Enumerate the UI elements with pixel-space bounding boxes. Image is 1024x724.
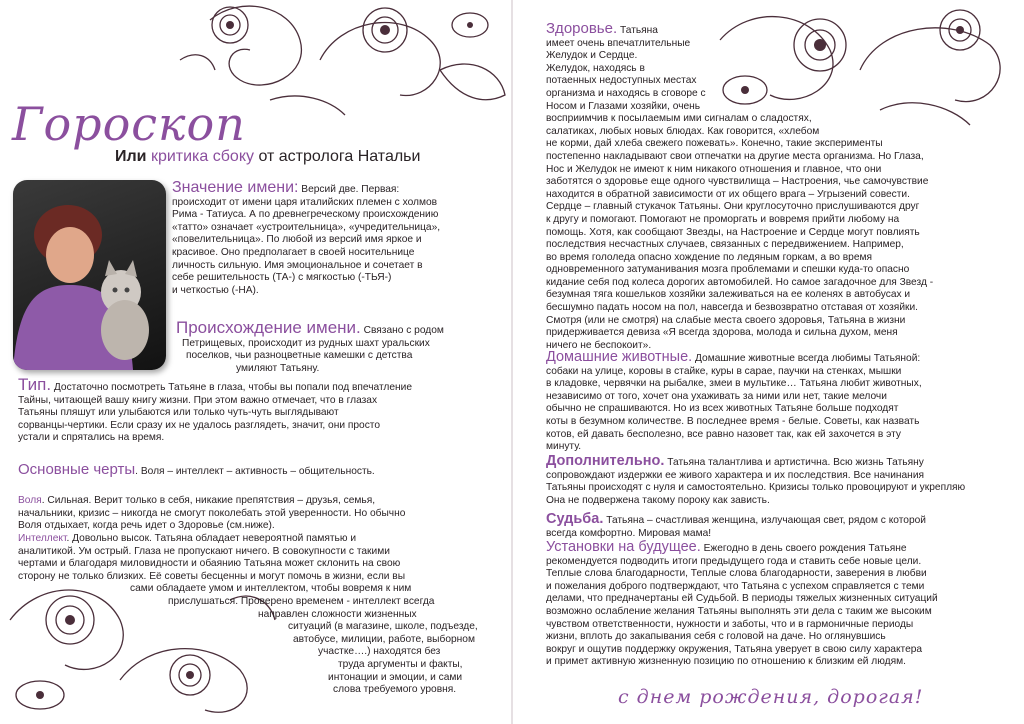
text-line: рекомендуется подводить итоги предыдущего года и ставить себе новые цели. xyxy=(546,555,922,567)
section-pets xyxy=(546,351,1016,454)
text-line: начальники, кризис – никогда не смогут поколебать этой уверенности. Но обычно xyxy=(18,507,406,519)
text-line: участке….) находятся без xyxy=(318,646,441,658)
text-line: интонации и эмоции, и сами xyxy=(328,671,463,683)
page-subtitle xyxy=(115,148,420,166)
text-line: . Сильная. Верит только в себя, никакие препятствия – друзья, семья, xyxy=(41,495,376,506)
text-line: и пожелания доброго подтверждают, что Татьяна с успехом справляется с теми xyxy=(546,580,925,592)
page-divider xyxy=(511,0,513,724)
text-line: постепенно накладывают свои отпечатки на другие места организма. Но Глаза, xyxy=(546,150,924,162)
label-will: Воля xyxy=(18,495,42,506)
text-line: происходит от имени царя италийских племен с холмов xyxy=(172,196,438,208)
section-type xyxy=(18,375,508,445)
text-line: находится в обратной зависимости от их общего врага – Угрызений совести. xyxy=(546,188,910,200)
heading-extra: Дополнительно. xyxy=(546,453,665,469)
text-line: всегда комфортно. Мировая мама! xyxy=(546,527,712,539)
text-line: придерживается девиза «Я всегда здорова, молода и сильна духом, меня xyxy=(546,327,898,339)
text-line: не корми, дай хлеба свежего пожевать». Конечно, такие эксперименты xyxy=(546,138,883,150)
text-line: Рима - Татиуса. А по древнегреческому происхождению xyxy=(172,209,439,221)
text-line: Желудок, находясь в xyxy=(546,62,645,74)
text-line: Татьяна xyxy=(619,25,658,36)
text-line: имеет очень впечатлительные xyxy=(546,37,691,49)
text-line: чувством ответственности, нужности и заботы, что и в гармоничные периоды xyxy=(546,618,914,630)
text-line: салатиках, любых новых блюдах. Как говорится, «хлебом xyxy=(546,125,820,137)
subtitle-accent: критика сбоку xyxy=(150,148,254,165)
text-line: Нос и Желудок не имеют к ним никакого отношения и главное, что они xyxy=(546,163,882,175)
heading-name-origin: Происхождение имени. xyxy=(176,318,361,337)
text-line: слова требуемого уровня. xyxy=(333,684,457,696)
text-line: прислушаться. Проверено временем - интеллект всегда xyxy=(168,595,435,607)
subtitle-lead: Или xyxy=(115,148,147,165)
text-line: устали и спрятались на время. xyxy=(18,432,165,444)
heading-pets: Домашние животные. xyxy=(546,349,693,365)
text-line: труда аргументы и факты, xyxy=(338,658,463,670)
text-line: красивое. Оно предполагает в своей носительнице xyxy=(172,246,415,258)
heading-name-meaning: Значение имени: xyxy=(172,179,299,196)
heading-fate: Судьба. xyxy=(546,511,604,527)
text-line: в кладовке, червячки на рыбалке, змеи в мультике… Татьяна любит животных, xyxy=(546,378,922,390)
text-line: Сердце – главный стукачок Татьяны. Они круглосуточно прислушиваются друг xyxy=(546,201,920,213)
text-line: аналитикой. Ум острый. Глаза не пропускают ничего. В совокупности с такими xyxy=(18,545,390,557)
text-line: независимо от того, хочет она ухаживать за ними или нет, такие мелочи xyxy=(546,390,887,402)
text-line: потаенных недоступных местах xyxy=(546,75,697,87)
text-line: поселков, чьи разноцветные камешки с детства xyxy=(186,350,413,362)
text-line: сопровождают издержки ее живого характера и их последствия. Все начинания xyxy=(546,469,925,481)
text-line: Достаточно посмотреть Татьяне в глаза, чтобы вы попали под впечатление xyxy=(53,382,413,393)
person-with-cat-icon xyxy=(13,180,166,370)
text-line: ситуаций (в магазине, школе, подъезде, xyxy=(288,621,478,633)
text-line: себе решительность (ТА-) с мягкостью (-ТЬЯ-) xyxy=(172,272,392,284)
text-line: ничего не беспокоит». xyxy=(546,339,652,351)
text-line: последствия несчастных случаев, связанных с передвижением. Например, xyxy=(546,239,904,251)
text-line: умиляют Татьяну. xyxy=(236,362,320,374)
text-line: во время гололеда опасно хождение по ледяным горкам, а во время xyxy=(546,251,873,263)
subtitle-tail: от астролога Натальи xyxy=(258,148,421,165)
text-line: помощь. Хотя, как сообщают Звезды, на Настроение и Сердце могут повлиять xyxy=(546,226,920,238)
text-line: возможно ослабление желания Татьяны выполнять эти дела с таким же высоким xyxy=(546,605,932,617)
text-line: бесшумно падать носом на пол, навсегда и безвозвратно отставая от хозяйки. xyxy=(546,302,918,314)
text-line: Тайны, читающей вашу книгу жизни. При этом важно отмечает, что в глазах xyxy=(18,394,378,406)
label-intellect: Интеллект xyxy=(18,533,67,544)
heading-traits: Основные черты xyxy=(18,461,136,478)
section-intellect xyxy=(18,533,508,697)
text-line: к другу и помогают. Помогают не проморгать и вовремя прийти любому на xyxy=(546,213,900,225)
text-line: организма и находясь в сговоре с xyxy=(546,87,706,99)
text-line: «татто» означает «устроительница», «учредительница», xyxy=(172,221,441,233)
text-line: сорванцы-чертики. Если сразу их не удалось разглядеть, значит, они просто xyxy=(18,419,381,431)
heading-type: Тип. xyxy=(18,375,52,394)
text-line: минуту. xyxy=(546,441,582,453)
text-line: Татьяна талантлива и артистична. Всю жизнь Татьяну xyxy=(667,457,924,468)
text-line: Татьяна – счастливая женщина, излучающая свет, рядом с которой xyxy=(606,515,926,526)
section-future xyxy=(546,541,1016,669)
text-line: Воля отдыхает, когда речь идет о Здоровье (см.ниже). xyxy=(18,520,275,532)
section-health xyxy=(546,20,1016,352)
heading-health: Здоровье. xyxy=(546,20,618,37)
page-title: Гороскоп xyxy=(12,97,246,151)
section-will xyxy=(18,495,508,533)
text-line: «повелительница». По любой из версий имя яркое и xyxy=(172,234,422,246)
text-line: делами, что предначертаны ей Судьбой. В периоды тяжелых жизненных ситуаций xyxy=(546,593,938,605)
text-line: кидание себя под колеса дорогих автомобилей. Но самое загадочное для Звезд - xyxy=(546,276,934,288)
text-line: восприимчив к посылаемым ими сигналам о сладостях, xyxy=(546,113,812,125)
section-name-meaning xyxy=(172,179,507,297)
text-line: направлен сложности жизненных xyxy=(258,608,417,620)
text-line: Ежегодно в день своего рождения Татьяне xyxy=(703,543,907,554)
section-fate xyxy=(546,513,1016,540)
portrait-photo xyxy=(13,180,166,370)
text-line: . Воля – интеллект – активность – общительность. xyxy=(135,466,375,477)
text-line: заботятся о здоровье еще одного чувствилища – Настроения, чье самочувствие xyxy=(546,176,929,188)
text-line: сторону не только близких. Её советы бесценны и могут помочь в жизни, если вы xyxy=(18,570,406,582)
text-line: обычно не спрашиваются. Но из всех животных Татьяне больше подходят xyxy=(546,403,899,415)
text-line: . Довольно высок. Татьяна обладает невероятной памятью и xyxy=(66,533,357,544)
birthday-greeting: с днем рождения, дорогая! xyxy=(618,686,924,708)
section-traits xyxy=(18,461,508,479)
text-line: Версий две. Первая: xyxy=(301,184,400,195)
text-line: собаки на улице, коровы в стайке, куры в сарае, паучки на стенках, мышки xyxy=(546,365,902,377)
section-name-origin xyxy=(176,318,511,375)
text-line: Татьяны пляшут или улыбаются или только чуть-чуть выглядывают xyxy=(18,407,339,419)
text-line: сами обладаете умом и интеллектом, чтобы вовремя к ним xyxy=(130,583,412,595)
heading-future: Установки на будущее. xyxy=(546,539,701,555)
text-line: безумная тяга кошельков хозяйки залеживаться на ее коленях в автобусах и xyxy=(546,289,911,301)
text-line: автобусе, милиции, работе, выборном xyxy=(293,633,475,645)
text-line: Носом и Глазами хозяйки, очень xyxy=(546,100,701,112)
text-line: Связано с родом xyxy=(363,325,444,336)
text-line: Она не подвержена такому пороку как зависть. xyxy=(546,494,770,506)
text-line: чертами и благодаря миловидности и обаянию Татьяна может склонить на свою xyxy=(18,558,401,570)
text-line: и четкостью (-НА). xyxy=(172,284,259,296)
text-line: личность сильную. Имя эмоциональное и сочетает в xyxy=(172,259,423,271)
text-line: Теплые слова благодарности, Теплые слова благодарности, заверения в любви xyxy=(546,568,927,580)
text-line: коты в безумном количестве. В последнее время - белые. Советы, как назвать xyxy=(546,415,920,427)
text-line: вокруг и ощутив поддержку окружения, Татьяна уверует в свою силу характера xyxy=(546,643,923,655)
text-line: котов, ей давать бесполезно, все равно назовет так, как ей захочется в эту xyxy=(546,428,901,440)
text-line: и примет активную жизненную позицию по отношению к близким ей людям. xyxy=(546,656,906,668)
section-extra xyxy=(546,455,1020,507)
text-line: одновременного затуманивания мозга проблемами и спешки куда-то опасно xyxy=(546,264,910,276)
text-line: Домашние животные всегда любимы Татьяной: xyxy=(695,353,921,364)
text-line: Желудок и Сердце. xyxy=(546,50,638,62)
text-line: Татьяны происходят с нуля и самостоятельно. Кризисы только провоцируют и укрепляю xyxy=(546,482,966,494)
text-line: Петрищевых, происходит из рудных шахт уральских xyxy=(182,337,430,349)
text-line: жизни, вплоть до закапывания себя с головой на даче. Но оглянувшись xyxy=(546,631,886,643)
text-line: Смотря (или не смотря) на слабые места своего здоровья, Татьяна в жизни xyxy=(546,314,906,326)
